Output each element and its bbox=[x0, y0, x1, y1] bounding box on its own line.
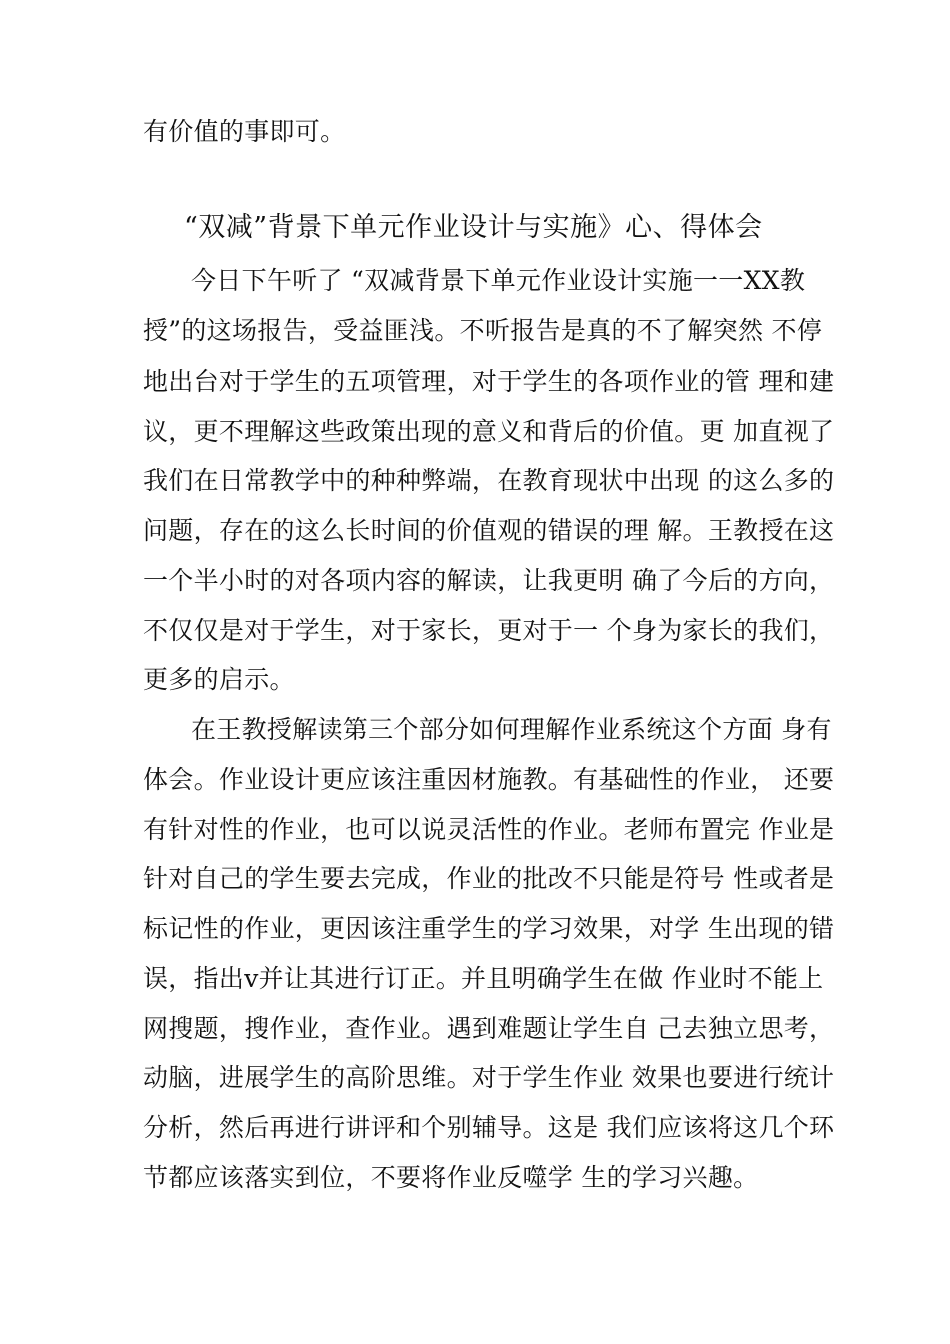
carryover-line: 有价值的事即可。 bbox=[143, 117, 346, 146]
paragraph-line: 更多的启示。 bbox=[143, 665, 295, 694]
paragraph-line: 针对自己的学生要去完成，作业的批改不只能是符号 性或者是 bbox=[143, 864, 835, 893]
paragraph-line: 节都应该落实到位，不要将作业反噬学 生的学习兴趣。 bbox=[143, 1163, 759, 1192]
paragraph-line: 不仅仅是对于学生，对于家长，更对于一 个身为家长的我们， bbox=[143, 616, 835, 645]
paragraph-line: 一个半小时的对各项内容的解读，让我更明 确了今后的方向， bbox=[143, 566, 835, 595]
paragraph-line: 有针对性的作业，也可以说灵活性的作业。老师布置完 作业是 bbox=[143, 815, 835, 844]
paragraph-line: 分析，然后再进行讲评和个别辅导。这是 我们应该将这几个环 bbox=[143, 1113, 835, 1142]
paragraph-line: 议，更不理解这些政策出现的意义和背后的价值。更 加直视了 bbox=[143, 417, 835, 446]
paragraph-line: 动脑，进展学生的高阶思维。对于学生作业 效果也要进行统计 bbox=[143, 1063, 835, 1092]
paragraph-line: 地出台对于学生的五项管理，对于学生的各项作业的管 理和建 bbox=[143, 367, 835, 396]
paragraph-line: 网搜题，搜作业，查作业。遇到难题让学生自 己去独立思考， bbox=[143, 1014, 835, 1043]
paragraph-line: 我们在日常教学中的种种弊端，在教育现状中出现 的这么多的 bbox=[143, 466, 835, 495]
paragraph-line: 授”的这场报告，受益匪浅。不听报告是真的不了解突然 不停 bbox=[143, 316, 823, 345]
paragraph-line: 在王教授解读第三个部分如何理解作业系统这个方面 身有 bbox=[191, 715, 832, 744]
paragraph-line: 问题，存在的这么长时间的价值观的错误的理 解。王教授在这 bbox=[143, 516, 835, 545]
document-title: “双减”背景下单元作业设计与实施》心、得体会 bbox=[184, 212, 763, 243]
paragraph-line: 体会。作业设计更应该注重因材施教。有基础性的作业， 还要 bbox=[143, 765, 835, 794]
paragraph-line: 误，指出v并让其进行订正。并且明确学生在做 作业时不能上 bbox=[143, 964, 824, 993]
paragraph-line: 今日下午听了 “双减背景下单元作业设计实施一一XX教 bbox=[191, 266, 806, 295]
paragraph-line: 标记性的作业，更因该注重学生的学习效果，对学 生出现的错 bbox=[143, 914, 835, 943]
